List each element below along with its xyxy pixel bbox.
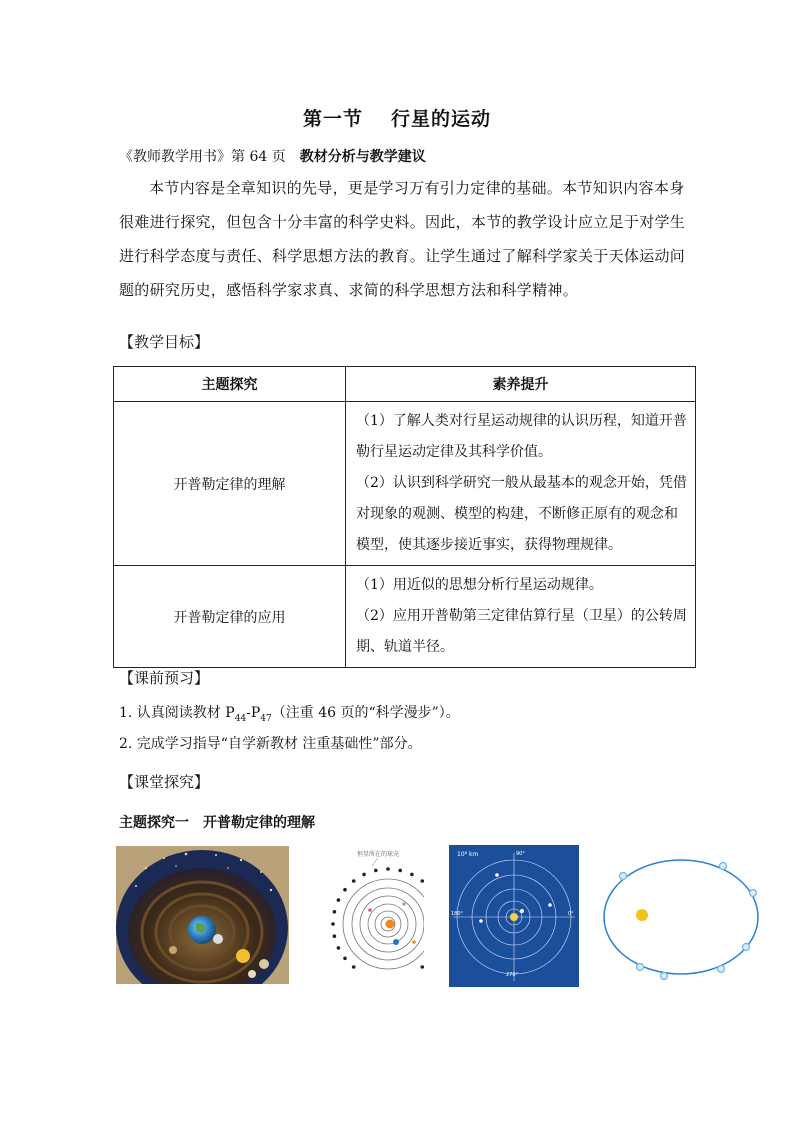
title-section: 第一节 — [302, 108, 363, 130]
star-dot — [333, 910, 337, 914]
preview-heading: 【课前预习】 — [119, 669, 210, 687]
table-header-row — [114, 367, 696, 402]
preview-item-text: 1. 认真阅读教材 P — [119, 705, 235, 721]
goals-table — [113, 366, 696, 668]
reference-book: 《教师教学用书》第 64 页 — [119, 149, 286, 165]
table-row-topic: 开普勒定律的理解 — [114, 402, 346, 566]
star-dot — [352, 879, 356, 883]
table-row — [114, 566, 696, 668]
star-dot — [362, 873, 366, 877]
sun-icon — [236, 949, 250, 963]
deg-left: 180° — [451, 911, 464, 917]
reference-line — [119, 146, 426, 166]
scale-label: 10⁸ km — [457, 851, 479, 858]
table-row-topic: 开普勒定律的应用 — [114, 566, 346, 668]
reference-heading: 教材分析与教学建议 — [299, 149, 426, 165]
star-dot — [374, 869, 378, 873]
sun-icon — [386, 920, 395, 929]
goals-heading: 【教学目标】 — [119, 333, 210, 351]
table-row-item: （1）用近似的思想分析行星运动规律。 — [356, 577, 603, 593]
table-row-content — [346, 566, 696, 668]
preview-item-text: （注重 46 页的“科学漫步”）。 — [271, 705, 460, 721]
earth-icon — [393, 939, 399, 945]
page-subscript: 44 — [234, 713, 247, 724]
star-dot — [343, 957, 347, 961]
star-dot — [337, 898, 341, 902]
star-dot — [333, 934, 337, 938]
orbit-chart — [449, 845, 579, 987]
sun-icon — [636, 909, 648, 921]
topic-label: 主题探究一 — [119, 815, 189, 831]
heliocentric-diagram — [302, 846, 424, 970]
preview-item-2: 2. 完成学习指导“自学新教材 注重基础性”部分。 — [119, 736, 422, 752]
star-dot — [386, 867, 390, 871]
page-title — [0, 104, 794, 131]
elliptical-orbit-diagram — [600, 854, 762, 980]
shell-caption: 恒星所在的球壳 — [356, 851, 400, 858]
deg-top: 90° — [516, 851, 525, 857]
title-name: 行星的运动 — [391, 108, 492, 130]
intro-paragraph: 本节内容是全章知识的先导，更是学习万有引力定律的基础。本节知识内容本身很难进行探究，但包含十分丰富的科学史料。因此，本节的教学设计应立足于对学生进行科学态度与责任、科学思想方法的教育。让学生通过了解科学家关于天体运动问题的研究历史，感悟科学家求真、求简的科学思想方法和科学精神。 — [119, 179, 686, 299]
star-dot — [331, 922, 335, 926]
page-subscript: 47 — [260, 713, 272, 724]
topic-title: 开普勒定律的理解 — [203, 815, 315, 831]
table-row — [114, 402, 696, 566]
star-dot — [421, 965, 425, 969]
table-row-content — [346, 402, 696, 566]
topic-heading — [119, 812, 315, 832]
preview-item-text: -P — [246, 705, 261, 721]
geocentric-illustration — [116, 846, 289, 984]
table-row-item: （2）应用开普勒第三定律估算行星（卫星）的公转周期、轨道半径。 — [356, 608, 687, 655]
deg-bottom: 270° — [506, 972, 519, 978]
star-dot — [421, 879, 425, 883]
table-row-item: （2）认识到科学研究一般从最基本的观念开始，凭借对现象的观测、模型的构建，不断修正原有的观念和模型，使其逐步接近事实，获得物理规律。 — [356, 475, 687, 553]
star-dot — [343, 888, 347, 892]
sun-icon — [510, 913, 518, 921]
table-row-item: （1）了解人类对行星运动规律的认识历程，知道开普勒行星运动定律及其科学价值。 — [356, 413, 687, 460]
star-dot — [337, 946, 341, 950]
preview-item-1 — [119, 702, 460, 724]
star-dot — [410, 873, 414, 877]
star-dot — [352, 965, 356, 969]
table-header-skill: 素养提升 — [346, 367, 696, 402]
table-header-topic: 主题探究 — [114, 367, 346, 402]
star-dot — [398, 869, 402, 873]
class-heading: 【课堂探究】 — [119, 773, 210, 791]
deg-right: 0° — [568, 911, 574, 917]
